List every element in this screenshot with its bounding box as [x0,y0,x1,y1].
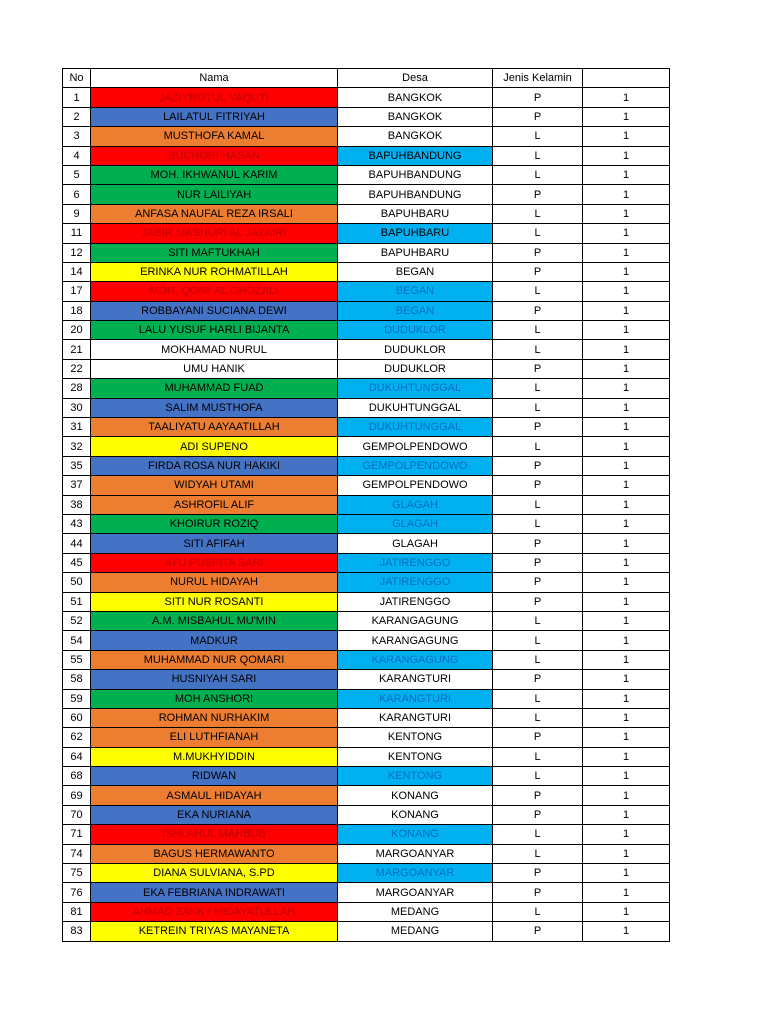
cell-value: 1 [583,379,670,398]
cell-nama: ADI SUPENO [91,437,338,456]
cell-nama: UMU HANIK [91,359,338,378]
cell-value: 1 [583,786,670,805]
cell-nama: SITI NUR ROSANTI [91,592,338,611]
cell-desa: GEMPOLPENDOWO [338,476,493,495]
cell-value: 1 [583,767,670,786]
cell-jenis-kelamin: L [493,514,583,533]
cell-desa: BAPUHBARU [338,243,493,262]
cell-value: 1 [583,611,670,630]
cell-no: 83 [63,922,91,941]
cell-value: 1 [583,573,670,592]
data-table [62,68,670,942]
cell-jenis-kelamin: P [493,573,583,592]
cell-jenis-kelamin: P [493,883,583,902]
cell-no: 71 [63,825,91,844]
cell-jenis-kelamin: L [493,631,583,650]
cell-value: 1 [583,127,670,146]
cell-value: 1 [583,301,670,320]
cell-nama: TAALIYATU AAYAATILLAH [91,418,338,437]
table-row [63,88,670,107]
cell-nama: LAILATUL FITRIYAH [91,107,338,126]
cell-value: 1 [583,262,670,281]
cell-nama: NUR LAILIYAH [91,185,338,204]
cell-value: 1 [583,321,670,340]
table-row [63,650,670,669]
table-row [63,359,670,378]
cell-desa: DUDUKLOR [338,321,493,340]
cell-value: 1 [583,825,670,844]
cell-desa: MARGOANYAR [338,864,493,883]
cell-desa: JATIRENGGO [338,573,493,592]
cell-no: 14 [63,262,91,281]
cell-value: 1 [583,418,670,437]
cell-desa: DUKUHTUNGGAL [338,398,493,417]
cell-jenis-kelamin: L [493,437,583,456]
cell-nama: MUSTHOFA KAMAL [91,127,338,146]
header-no: No [63,69,91,88]
cell-jenis-kelamin: L [493,204,583,223]
cell-nama: ELI LUTHFIANAH [91,728,338,747]
cell-desa: KONANG [338,825,493,844]
cell-no: 32 [63,437,91,456]
cell-value: 1 [583,650,670,669]
cell-jenis-kelamin: P [493,553,583,572]
header-nama: Nama [91,69,338,88]
table-row [63,262,670,281]
cell-jenis-kelamin: P [493,922,583,941]
cell-desa: BEGAN [338,282,493,301]
cell-desa: BAPUHBANDUNG [338,185,493,204]
cell-nama: ASMAUL HIDAYAH [91,786,338,805]
cell-no: 12 [63,243,91,262]
cell-value: 1 [583,437,670,456]
table-row [63,786,670,805]
cell-no: 30 [63,398,91,417]
cell-desa: DUDUKLOR [338,359,493,378]
cell-jenis-kelamin: P [493,786,583,805]
cell-desa: KARANGAGUNG [338,611,493,630]
cell-no: 51 [63,592,91,611]
cell-nama: ROHMAN NURHAKIM [91,708,338,727]
cell-value: 1 [583,844,670,863]
table-row [63,282,670,301]
cell-nama: AYU PUSPITA SARI [91,553,338,572]
cell-no: 6 [63,185,91,204]
cell-jenis-kelamin: L [493,650,583,669]
table-body [63,88,670,941]
cell-no: 1 [63,88,91,107]
cell-no: 22 [63,359,91,378]
cell-desa: GLAGAH [338,514,493,533]
table-row [63,631,670,650]
cell-jenis-kelamin: P [493,456,583,475]
cell-no: 38 [63,495,91,514]
cell-value: 1 [583,88,670,107]
table-row [63,476,670,495]
cell-value: 1 [583,282,670,301]
cell-value: 1 [583,107,670,126]
cell-jenis-kelamin: P [493,243,583,262]
cell-value: 1 [583,534,670,553]
cell-value: 1 [583,670,670,689]
cell-jenis-kelamin: L [493,282,583,301]
cell-jenis-kelamin: L [493,844,583,863]
table-row [63,243,670,262]
cell-value: 1 [583,495,670,514]
cell-no: 75 [63,864,91,883]
cell-jenis-kelamin: L [493,340,583,359]
cell-no: 52 [63,611,91,630]
cell-value: 1 [583,708,670,727]
cell-value: 1 [583,631,670,650]
cell-nama: BAGUS HERMAWANTO [91,844,338,863]
cell-no: 31 [63,418,91,437]
cell-nama: MADKUR [91,631,338,650]
cell-nama: MOH ANSHORI [91,689,338,708]
cell-jenis-kelamin: L [493,127,583,146]
cell-jenis-kelamin: L [493,825,583,844]
cell-nama: M.MUKHYIDDIN [91,747,338,766]
cell-nama: ASHROFIL ALIF [91,495,338,514]
table-row [63,825,670,844]
table-row [63,573,670,592]
cell-desa: KONANG [338,786,493,805]
cell-jenis-kelamin: P [493,476,583,495]
cell-nama: ISHLAHUL MAHBUB [91,825,338,844]
header-blank [583,69,670,88]
cell-value: 1 [583,592,670,611]
table-row [63,728,670,747]
cell-jenis-kelamin: L [493,611,583,630]
cell-jenis-kelamin: P [493,805,583,824]
table-row [63,708,670,727]
cell-nama: A.M. MISBAHUL MU'MIN [91,611,338,630]
header-desa: Desa [338,69,493,88]
table-row [63,670,670,689]
header-jenis-kelamin: Jenis Kelamin [493,69,583,88]
cell-nama: KETREIN TRIYAS MAYANETA [91,922,338,941]
cell-value: 1 [583,805,670,824]
cell-jenis-kelamin: L [493,902,583,921]
cell-desa: GEMPOLPENDOWO [338,456,493,475]
cell-value: 1 [583,728,670,747]
table-row [63,864,670,883]
cell-nama: EKA NURIANA [91,805,338,824]
cell-no: 44 [63,534,91,553]
cell-no: 11 [63,224,91,243]
table-row [63,127,670,146]
cell-desa: KENTONG [338,767,493,786]
cell-desa: KARANGTURI [338,670,493,689]
cell-value: 1 [583,340,670,359]
cell-value: 1 [583,185,670,204]
cell-desa: MEDANG [338,902,493,921]
cell-desa: JATIRENGGO [338,592,493,611]
table-row [63,456,670,475]
cell-nama: LALU YUSUF HARLI BIJANTA [91,321,338,340]
cell-desa: MEDANG [338,922,493,941]
cell-desa: BAPUHBARU [338,204,493,223]
cell-value: 1 [583,165,670,184]
cell-jenis-kelamin: P [493,592,583,611]
cell-jenis-kelamin: P [493,728,583,747]
cell-value: 1 [583,224,670,243]
cell-jenis-kelamin: P [493,88,583,107]
cell-jenis-kelamin: L [493,708,583,727]
table-row [63,844,670,863]
cell-no: 74 [63,844,91,863]
cell-jenis-kelamin: P [493,670,583,689]
cell-no: 17 [63,282,91,301]
table-row [63,805,670,824]
table-row [63,883,670,902]
cell-no: 62 [63,728,91,747]
cell-desa: BANGKOK [338,127,493,146]
cell-nama: ERINKA NUR ROHMATILLAH [91,262,338,281]
table-row [63,922,670,941]
cell-desa: KENTONG [338,747,493,766]
cell-no: 50 [63,573,91,592]
cell-no: 2 [63,107,91,126]
cell-nama: HUSNIYAH SARI [91,670,338,689]
cell-desa: MARGOANYAR [338,844,493,863]
cell-desa: KARANGTURI [338,689,493,708]
cell-desa: DUKUHTUNGGAL [338,379,493,398]
cell-desa: BANGKOK [338,107,493,126]
cell-value: 1 [583,146,670,165]
cell-no: 76 [63,883,91,902]
cell-desa: KARANGAGUNG [338,650,493,669]
table-row [63,340,670,359]
table-row [63,204,670,223]
cell-nama: EKA FEBRIANA INDRAWATI [91,883,338,902]
cell-nama: ANFASA NAUFAL REZA IRSALI [91,204,338,223]
cell-no: 4 [63,146,91,165]
cell-nama: DIANA SULVIANA, S.PD [91,864,338,883]
cell-desa: BAPUHBARU [338,224,493,243]
cell-no: 60 [63,708,91,727]
cell-jenis-kelamin: L [493,379,583,398]
cell-nama: RIDWAN [91,767,338,786]
table-row [63,301,670,320]
cell-no: 35 [63,456,91,475]
cell-jenis-kelamin: L [493,689,583,708]
cell-no: 21 [63,340,91,359]
cell-nama: MUHAMMAD FUAD [91,379,338,398]
table-row [63,146,670,165]
cell-value: 1 [583,359,670,378]
cell-nama: MOH. IKHWANUL KARIM [91,165,338,184]
cell-jenis-kelamin: P [493,262,583,281]
table-row [63,165,670,184]
cell-no: 43 [63,514,91,533]
cell-desa: GLAGAH [338,534,493,553]
cell-jenis-kelamin: P [493,418,583,437]
cell-no: 20 [63,321,91,340]
cell-no: 9 [63,204,91,223]
cell-desa: DUKUHTUNGGAL [338,418,493,437]
cell-no: 58 [63,670,91,689]
cell-value: 1 [583,689,670,708]
cell-value: 1 [583,883,670,902]
table-row [63,747,670,766]
table-row [63,534,670,553]
cell-nama: MOKHAMAD NURUL [91,340,338,359]
cell-jenis-kelamin: P [493,359,583,378]
cell-value: 1 [583,553,670,572]
cell-desa: GLAGAH [338,495,493,514]
table-row [63,495,670,514]
cell-jenis-kelamin: L [493,165,583,184]
cell-jenis-kelamin: L [493,747,583,766]
table-row [63,611,670,630]
table-row [63,185,670,204]
table-row [63,902,670,921]
cell-value: 1 [583,902,670,921]
cell-no: 45 [63,553,91,572]
cell-value: 1 [583,476,670,495]
cell-jenis-kelamin: L [493,495,583,514]
cell-desa: KARANGTURI [338,708,493,727]
cell-nama: AHMAD ZAKKY HIDAYATULLAH [91,902,338,921]
cell-jenis-kelamin: L [493,146,583,165]
cell-desa: BEGAN [338,301,493,320]
cell-no: 54 [63,631,91,650]
cell-jenis-kelamin: P [493,864,583,883]
cell-jenis-kelamin: L [493,321,583,340]
cell-value: 1 [583,204,670,223]
table-row [63,418,670,437]
cell-desa: BAPUHBANDUNG [338,165,493,184]
table-row [63,592,670,611]
cell-value: 1 [583,243,670,262]
table-row [63,224,670,243]
cell-desa: BANGKOK [338,88,493,107]
cell-jenis-kelamin: L [493,767,583,786]
cell-desa: KENTONG [338,728,493,747]
cell-value: 1 [583,922,670,941]
cell-no: 28 [63,379,91,398]
table-row [63,689,670,708]
cell-desa: DUDUKLOR [338,340,493,359]
cell-value: 1 [583,864,670,883]
cell-no: 81 [63,902,91,921]
cell-desa: BEGAN [338,262,493,281]
cell-jenis-kelamin: P [493,107,583,126]
cell-no: 70 [63,805,91,824]
cell-jenis-kelamin: L [493,398,583,417]
cell-value: 1 [583,456,670,475]
cell-nama: ROBBAYANI SUCIANA DEWI [91,301,338,320]
cell-jenis-kelamin: P [493,301,583,320]
table-row [63,107,670,126]
cell-no: 69 [63,786,91,805]
cell-nama: NURUL HIDAYAH [91,573,338,592]
cell-jenis-kelamin: P [493,534,583,553]
cell-desa: BAPUHBANDUNG [338,146,493,165]
cell-desa: MARGOANYAR [338,883,493,902]
table-row [63,514,670,533]
cell-value: 1 [583,747,670,766]
cell-desa: JATIRENGGO [338,553,493,572]
cell-jenis-kelamin: L [493,224,583,243]
cell-value: 1 [583,514,670,533]
cell-desa: KONANG [338,805,493,824]
cell-nama: JAZIYROTUL YAQUTI [91,88,338,107]
cell-no: 55 [63,650,91,669]
cell-no: 59 [63,689,91,708]
table-row [63,553,670,572]
cell-nama: KHOIRUR ROZIQ [91,514,338,533]
cell-nama: WIDYAH UTAMI [91,476,338,495]
cell-nama: MOH. QONI' AL GHOZALI [91,282,338,301]
cell-no: 64 [63,747,91,766]
cell-no: 18 [63,301,91,320]
cell-no: 68 [63,767,91,786]
cell-no: 3 [63,127,91,146]
table-row [63,437,670,456]
table-row [63,321,670,340]
cell-desa: KARANGAGUNG [338,631,493,650]
cell-nama: SITI AFIFAH [91,534,338,553]
table-row [63,398,670,417]
cell-no: 37 [63,476,91,495]
cell-desa: GEMPOLPENDOWO [338,437,493,456]
cell-jenis-kelamin: P [493,185,583,204]
cell-value: 1 [583,398,670,417]
header-row [63,69,670,88]
cell-no: 5 [63,165,91,184]
table-row [63,767,670,786]
cell-nama: SALIM MUSTHOFA [91,398,338,417]
cell-nama: BUCHORI HASAN [91,146,338,165]
cell-nama: MUHAMMAD NUR QOMARI [91,650,338,669]
cell-nama: SITI MAFTUKHAH [91,243,338,262]
cell-nama: FIRDA ROSA NUR HAKIKI [91,456,338,475]
table-row [63,379,670,398]
cell-nama: JABIR MASHURI AL JAZAIRI [91,224,338,243]
